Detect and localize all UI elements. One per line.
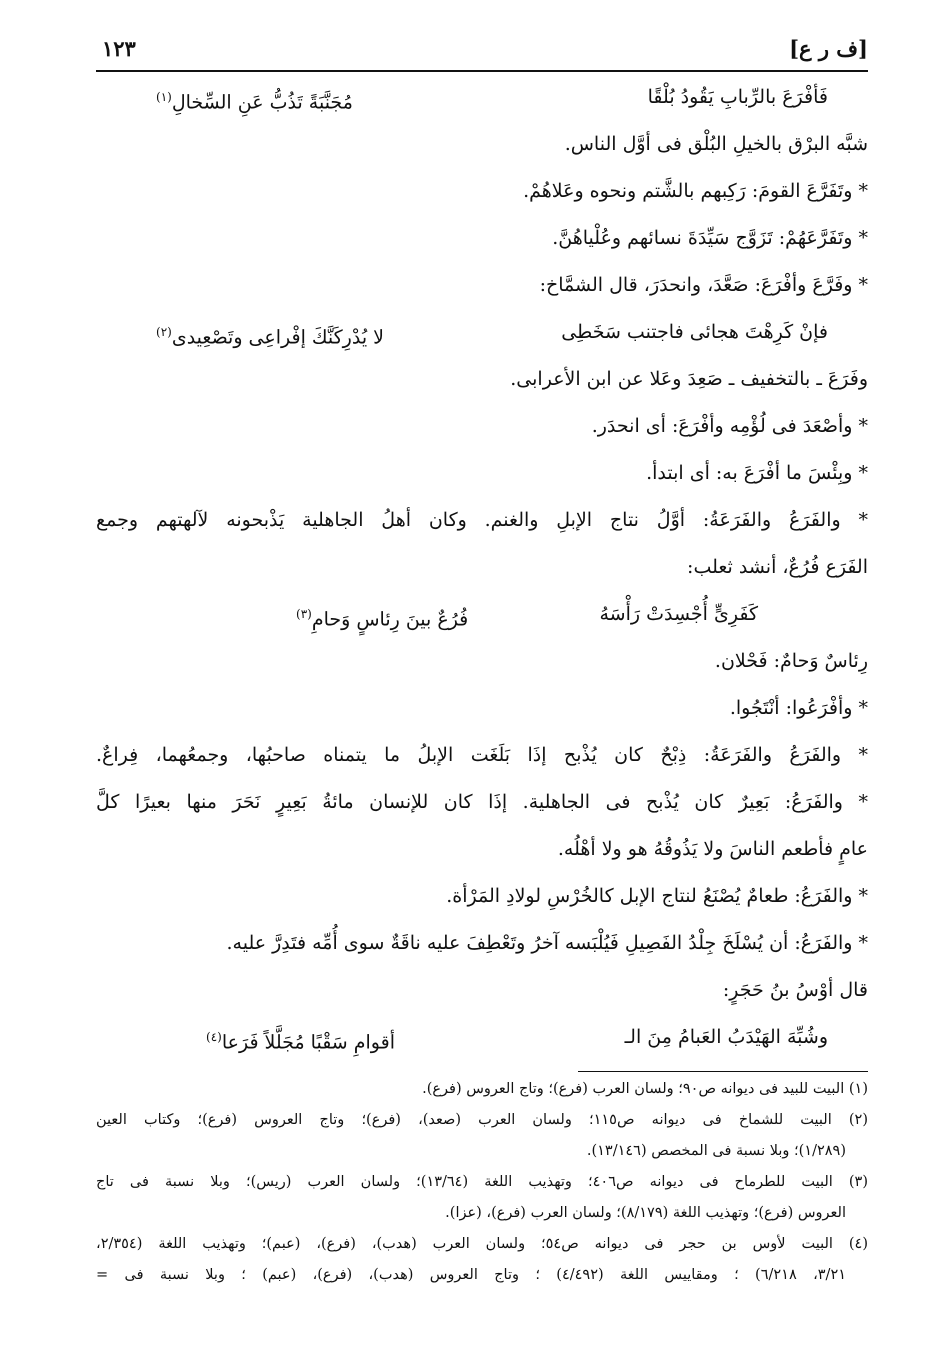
footnote-4: (٤) البيت لأوس بن حجر فى ديوانه ص٥٤؛ ولسان العرب (هدب)، (فرع)، (عبم)؛ وتهذيب اللغة (٢/٣٥٤،: [96, 1236, 868, 1252]
entry-line: * وتَفَرَّعَهُمْ: تَزَوَّج سَيِّدَةَ نسائهم وعُلْياهُنَّ.: [552, 227, 868, 249]
entry-line: * والفَرَعُ: أن يُسْلَخَ جِلْدُ الفَصِيلِ فَيُلْبَسه آخرُ وتَعْطِفَ عليه ناقَةٌ سوى أُمِّه فتَدِرَّ عليه.: [226, 932, 868, 954]
footnote-ref-3: (٣): [296, 607, 312, 621]
footnotes: [96, 1074, 868, 1291]
verse-1-first-hemistich: فَأفْرَعَ بالرِّبابِ يَقُودُ بُلْقًا: [647, 86, 828, 108]
footnote-rule: [578, 1071, 868, 1072]
entry-line: * وفَرَّعَ وأفْرَعَ: صَعَّدَ، وانحدَرَ، قال الشمَّاخ:: [539, 274, 868, 296]
footnote-ref-4: (٤): [206, 1030, 222, 1044]
verse-3-second-hemistich: فُرُعٌ بينَ رِئاسٍ وَحامِ$^{(٣)}$: [296, 607, 469, 631]
text-line: الفَرَع فُرُعٌ، أنشد ثعلب:: [687, 556, 868, 578]
entry-line: * وبِئْسَ ما أفْرَعَ به: أى ابتدأ.: [646, 462, 868, 484]
verse-4: [96, 1014, 868, 1061]
main-text: [96, 74, 868, 1061]
footnote-3-continuation: العروس (فرع)؛ وتهذيب اللغة (٨/١٧٩)؛ ولسان العرب (فرع)، (عزا).: [445, 1205, 846, 1221]
verse-3: [96, 591, 868, 638]
entry-line: * وتَفَرَّعَ القومَ: رَكِبهم بالشَّتم ونحوه وعَلاهُمْ.: [523, 180, 868, 202]
text-line: شبَّه البرْق بالخيلِ البُلْق فى أوَّل الناس.: [564, 133, 868, 155]
header-rule: [96, 70, 868, 72]
verse-2-second-hemistich: لا يُدْرِكَنَّكَ إفْراعِى وتَصْعِيدى$^{(٢)}$: [156, 325, 384, 349]
section-mark: [ف ر ع]: [789, 36, 868, 61]
entry-line: * والفَرَعُ والفَرَعَةُ: ذِبْحٌ كان يُذْبح إذَا بَلَغَت الإبلُ ما يتمناه صاحبُها، وجمعُهما، فِراعٌ.: [96, 744, 868, 766]
footnote-4-continuation: ٣/٢١، ٦/٢١٨) ؛ ومقاييس اللغة (٤/٤٩٢) ؛ وتاج العروس (هدب)، (فرع)، (عبم) ؛ وبلا نسبة فى =: [96, 1267, 847, 1283]
footnote-ref-2: (٢): [156, 325, 172, 339]
verse-1: [96, 74, 868, 121]
verse-4-second-hemistich: أقوامِ سَقْبًا مُجَلَّلاً فَرَعا$^{(٤)}$: [206, 1030, 395, 1054]
entry-line: * وأفْرَعُوا: أنْتَجُوا.: [729, 697, 868, 719]
footnote-ref-1: (١): [156, 90, 172, 104]
verse-3-first-hemistich: كَفَرِىٍّ أُجْسِدَتْ رَأْسَهُ: [599, 603, 758, 625]
text-line: عامٍ فأطعم الناسَ ولا يَذُوقُهُ هو ولا أهْلُه.: [557, 838, 868, 860]
page-number: ١٢٣: [102, 36, 136, 61]
text-line: رِئاسٌ وَحامٌ: فَحْلان.: [714, 650, 868, 672]
footnote-2: (٢) البيت للشماخ فى ديوانه ص١١٥؛ ولسان العرب (صعد)، (فرع)؛ وتاج العروس (فرع)؛ وكتاب العين: [96, 1112, 868, 1128]
footnote-2-continuation: (١/٢٨٩)؛ وبلا نسبة فى المخصص (١٣/١٤٦).: [586, 1143, 846, 1159]
verse-4-first-hemistich: وشُبِّهَ الهَيْدَبُ العَبامُ مِنَ الـ: [624, 1026, 828, 1048]
entry-line: * والفَرَعُ: بَعِيرٌ كان يُذْبح فى الجاهلية. إذَا كان للإنسان مائةُ بَعِيرٍ نَحَرَ منها بعيرًا كلَّ: [96, 791, 868, 813]
verse-1-second-hemistich: مُجَنَّبَةً تَذُبُّ عَنِ السِّخالِ$^{(١)}$: [156, 90, 353, 114]
page: [96, 30, 868, 1291]
verse-2-first-hemistich: فإنْ كَرِهْتَ هجائى فاجتنب سَخَطِى: [561, 321, 828, 343]
verse-2: [96, 309, 868, 356]
entry-line: * والفَرَعُ والفَرَعَةُ: أوَّلُ نتاج الإبلِ والغنم. وكان أهلُ الجاهلية يَذْبحونه لآلهتهم وجمع: [96, 509, 868, 531]
entry-line: * وأصْعَدَ فى لُؤْمِه وأفْرَعَ: أى انحدَر.: [591, 415, 868, 437]
footnote-3: (٣) البيت للطرماح فى ديوانه ص٤٠٦؛ وتهذيب اللغة (١٣/٦٤)؛ ولسان العرب (ريس)؛ وبلا نسبة فى تاج: [96, 1174, 868, 1190]
entry-line: * والفَرَعُ: طعامٌ يُصْنَعُ لنتاج الإبل كالخُرْسِ لولادِ المَرْأة.: [446, 885, 868, 907]
page-header: [96, 30, 868, 74]
footnote-1: (١) البيت للبيد فى ديوانه ص٩٠؛ ولسان العرب (فرع)؛ وتاج العروس (فرع).: [422, 1081, 868, 1097]
text-line: وفَرَعَ ـ بالتخفيف ـ صَعِدَ وعَلا عن ابن الأعرابى.: [510, 368, 868, 390]
text-line: قال أوْسُ بنُ حَجَرٍ:: [722, 979, 868, 1001]
